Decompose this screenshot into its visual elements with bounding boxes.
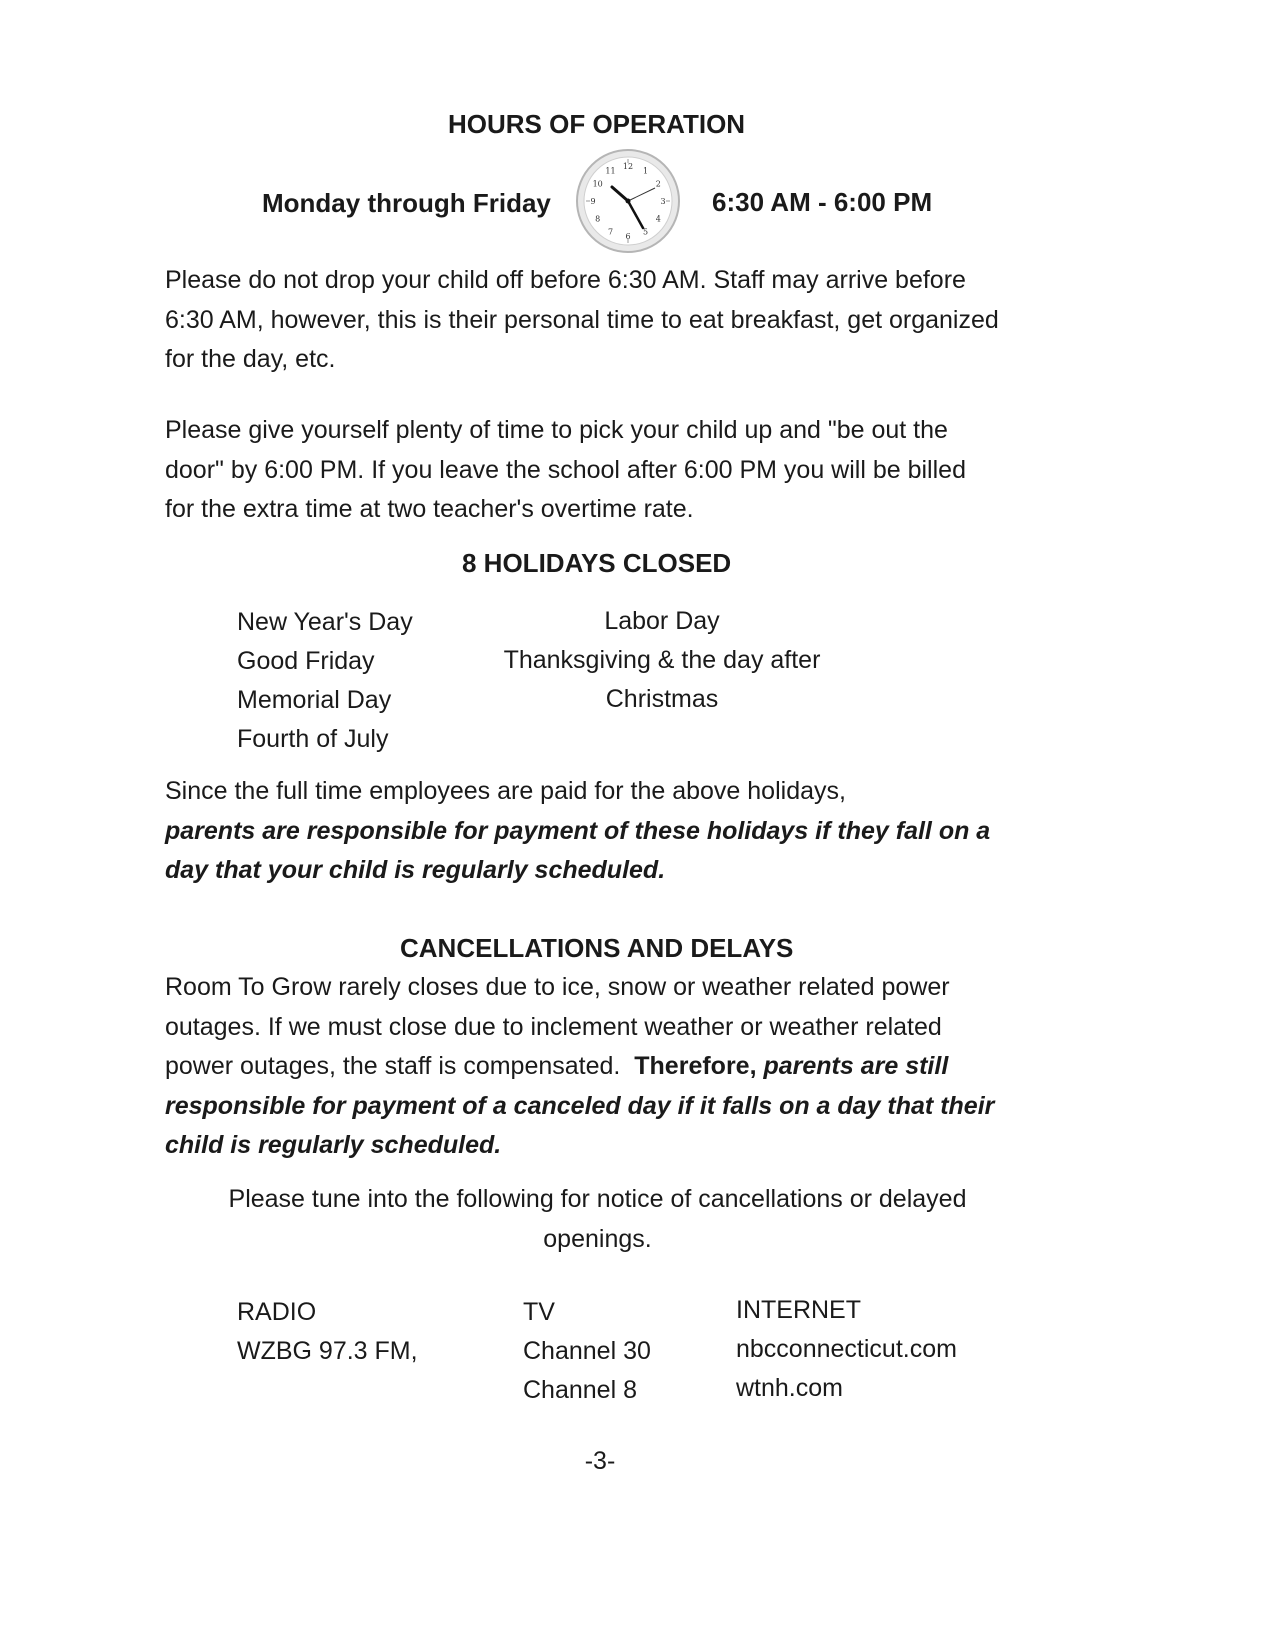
holiday-item: Good Friday xyxy=(237,647,375,675)
dropoff-line: 6:30 AM, however, this is their personal time to eat breakfast, get organized xyxy=(165,305,999,334)
media-internet-column xyxy=(736,1291,957,1408)
holidays-note xyxy=(165,772,990,891)
clock-numeral: 1 xyxy=(642,166,649,176)
clock-numeral: 2 xyxy=(655,179,661,189)
holidays-title: 8 HOLIDAYS CLOSED xyxy=(462,548,732,578)
holiday-item: New Year's Day xyxy=(237,608,413,636)
media-tv-item: Channel 8 xyxy=(523,1376,637,1404)
pickup-line: for the extra time at two teacher's overtime rate. xyxy=(165,495,694,523)
clock-icon xyxy=(575,148,681,254)
tune-in-note xyxy=(165,1180,1030,1259)
clock-numeral: 9 xyxy=(590,197,596,206)
media-internet-header: INTERNET xyxy=(736,1296,861,1324)
media-tv-item: Channel 30 xyxy=(523,1337,651,1365)
clock-numeral: 11 xyxy=(605,166,616,176)
cancellations-therefore: Therefore, xyxy=(634,1052,764,1080)
holidays-left-list xyxy=(237,603,413,759)
holiday-item: Thanksgiving & the day after xyxy=(503,646,821,674)
page-number: -3- xyxy=(584,1447,616,1475)
clock-numeral: 8 xyxy=(595,214,601,224)
cancellations-text: power outages, the staff is compensated. xyxy=(165,1052,635,1080)
hours-days: Monday through Friday xyxy=(262,188,551,218)
holidays-note-emphasis: day that your child is regularly scheduled. xyxy=(165,856,666,884)
holiday-item: Christmas xyxy=(605,685,719,713)
pickup-line: Please give yourself plenty of time to pick your child up and "be out the xyxy=(165,416,948,444)
clock-numeral: 10 xyxy=(592,179,603,189)
cancellations-line: outages. If we must close due to inclement weather or weather related xyxy=(165,1012,942,1041)
clock-numeral: 6 xyxy=(625,232,631,241)
cancellations-emphasis: responsible for payment of a canceled day if it falls on a day that their xyxy=(165,1091,995,1120)
pickup-line: door" by 6:00 PM. If you leave the school after 6:00 PM you will be billed xyxy=(165,455,966,484)
media-radio-header: RADIO xyxy=(237,1298,317,1326)
cancellations-paragraph xyxy=(165,968,994,1166)
media-radio-item: WZBG 97.3 FM, xyxy=(237,1337,418,1365)
media-tv-header: TV xyxy=(523,1298,555,1326)
cancellations-line-mixed xyxy=(165,1047,994,1087)
media-internet-item: wtnh.com xyxy=(736,1374,843,1402)
hours-title: HOURS OF OPERATION xyxy=(448,109,746,139)
tune-in-line: Please tune into the following for notice of cancellations or delayed xyxy=(228,1185,967,1213)
clock-numeral: 4 xyxy=(655,214,661,224)
cancellations-line: Room To Grow rarely closes due to ice, snow or weather related power xyxy=(165,973,950,1001)
holiday-item: Fourth of July xyxy=(237,725,389,753)
holidays-right-list xyxy=(452,602,872,719)
dropoff-line: for the day, etc. xyxy=(165,345,336,373)
cancellations-emphasis: parents are still xyxy=(763,1052,949,1080)
hours-time: 6:30 AM - 6:00 PM xyxy=(712,187,933,217)
tune-in-line: openings. xyxy=(543,1224,652,1253)
cancellations-emphasis: child is regularly scheduled. xyxy=(165,1131,502,1159)
clock-numeral: 5 xyxy=(642,227,649,237)
media-internet-item: nbcconnecticut.com xyxy=(736,1335,957,1363)
clock-numeral: 12 xyxy=(622,162,634,171)
clock-numeral: 3 xyxy=(660,197,666,206)
holiday-item: Memorial Day xyxy=(237,686,392,714)
dropoff-line: Please do not drop your child off before 6:30 AM. Staff may arrive before xyxy=(165,266,966,294)
dropoff-paragraph xyxy=(165,261,999,380)
clock-numeral: 7 xyxy=(607,227,614,237)
cancellations-title: CANCELLATIONS AND DELAYS xyxy=(400,933,794,963)
holiday-item: Labor Day xyxy=(604,607,720,635)
holidays-note-line: Since the full time employees are paid for the above holidays, xyxy=(165,777,846,805)
media-tv-column xyxy=(523,1293,651,1410)
media-radio-column xyxy=(237,1293,418,1371)
pickup-paragraph xyxy=(165,411,966,530)
holidays-note-emphasis: parents are responsible for payment of these holidays if they fall on a xyxy=(165,816,991,845)
